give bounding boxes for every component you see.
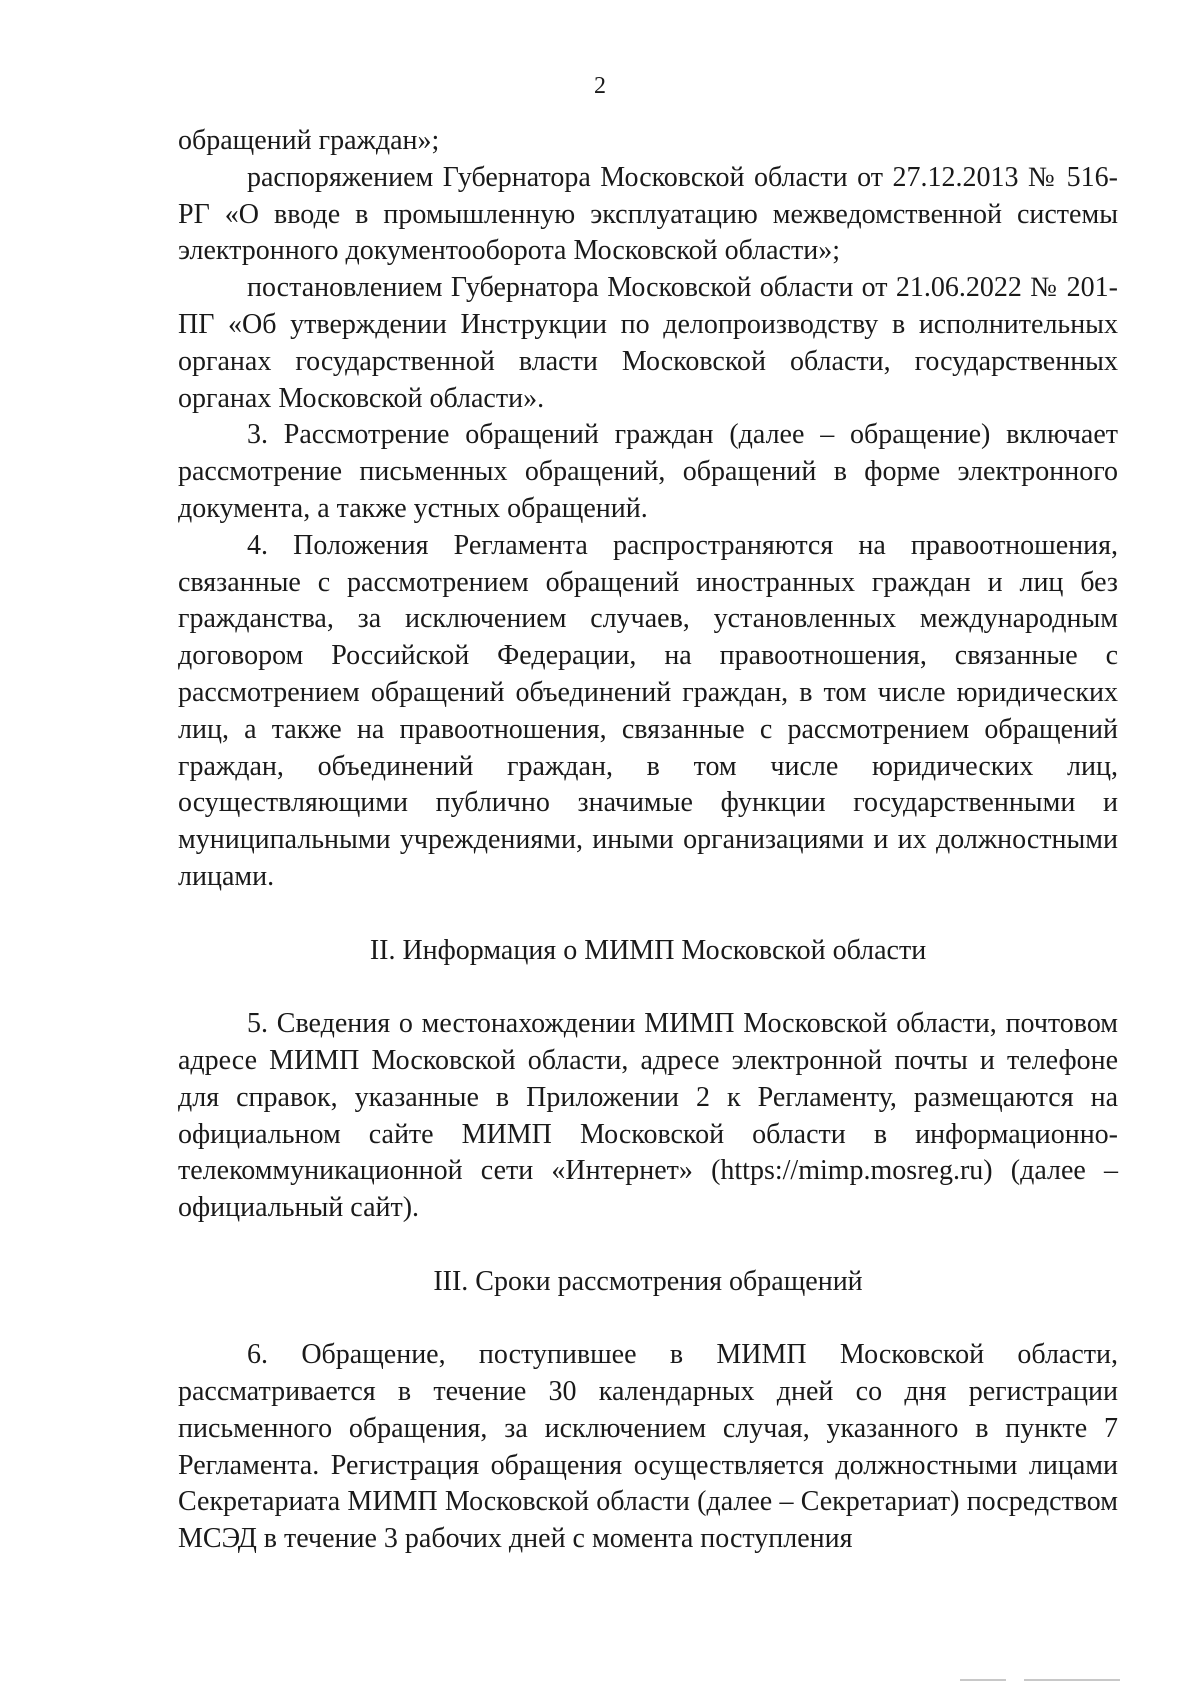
paragraph-item-5: 5. Сведения о местонахождении МИМП Московской области, почтовом адресе МИМП Московской области, адресе электронной почты и телефоне для справок, указанные в Приложении 2 к Регламенту, размещаются на официальном сайте МИМП Московской области в информационно-телекоммуникационной сети «Интернет» (https://mimp.mosreg.ru) (далее – официальный сайт). <box>178 1008 1118 1224</box>
section-heading-3: III. Сроки рассмотрения обращений <box>433 1265 863 1297</box>
paragraph-continuation: обращений граждан»; <box>178 125 440 156</box>
paragraph-decree-516: распоряжением Губернатора Московской области от 27.12.2013 № 516-РГ «О вводе в промышленную эксплуатацию межведомственной системы электронного документооборота Московской области»; <box>178 161 1118 267</box>
scan-artifact <box>960 1679 1006 1681</box>
section-heading-2: II. Информация о МИМП Московской области <box>369 934 927 966</box>
spacer <box>178 969 1118 1006</box>
paragraph-resolution-201: постановлением Губернатора Московской области от 21.06.2022 № 201-ПГ «Об утверждении Инструкции по делопроизводству в исполнительных органах государственной власти Московской области, государственных органах Московской области». <box>178 272 1118 414</box>
paragraph-item-4: 4. Положения Регламента распространяются на правоотношения, связанные с рассмотрением обращений иностранных граждан и лиц без гражданства, за исключением случаев, установленных международным договором Российской Федерации, на правоотношения, связанные с рассмотрением обращений объединений граждан, в том числе юридических лиц, а также на правоотношения, связанные с рассмотрением обращений граждан, объединений граждан, в том числе юридических лиц, осуществляющими публично значимые функции государственными и муниципальными учреждениями, иными организациями и их должностными лицами. <box>178 529 1118 892</box>
document-body <box>178 123 1118 1558</box>
scan-artifact <box>1024 1679 1120 1681</box>
spacer <box>178 1301 1118 1338</box>
paragraph-item-6: 6. Обращение, поступившее в МИМП Московской области, рассматривается в течение 30 календарных дней со дня регистрации письменного обращения, за исключением случая, указанного в пункте 7 Регламента. Регистрация обращения осуществляется должностными лицами Секретариата МИМП Московской области (далее – Секретариат) посредством МСЭД в течение 3 рабочих дней с момента поступления <box>178 1339 1118 1555</box>
paragraph-item-3: 3. Рассмотрение обращений граждан (далее – обращение) включает рассмотрение письменных обращений, обращений в форме электронного документа, а также устных обращений. <box>178 419 1118 524</box>
spacer <box>178 1227 1118 1264</box>
page-number: 2 <box>594 73 606 99</box>
spacer <box>178 896 1118 933</box>
